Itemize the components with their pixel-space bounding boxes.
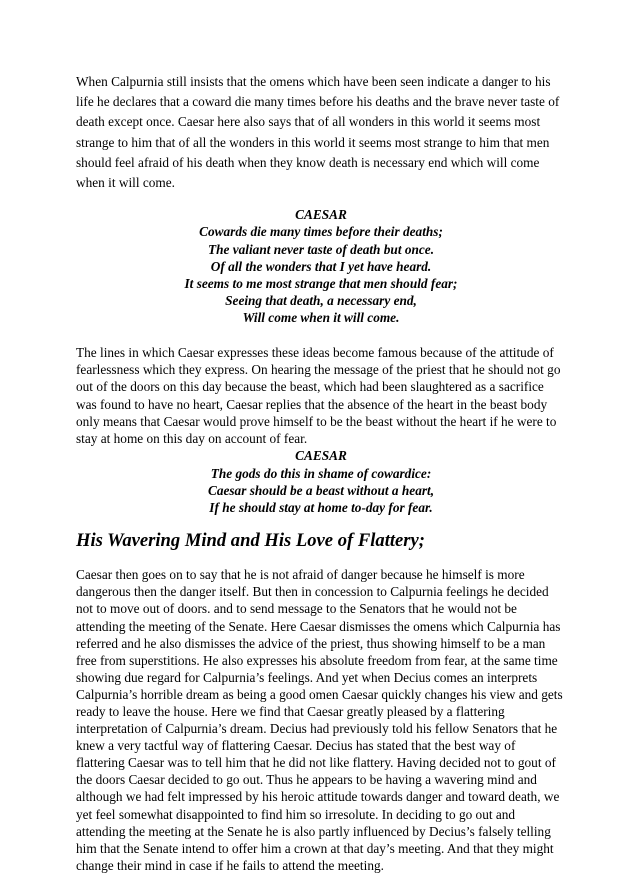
document-page bbox=[76, 72, 566, 874]
quote-line: Seeing that death, a necessary end, bbox=[225, 293, 417, 309]
quote-line: Will come when it will come. bbox=[242, 310, 400, 326]
paragraph-calpurnia-omens: When Calpurnia still insists that the omens which have been seen indicate a danger to his life he declares that a coward die many times before his deaths and the brave never taste of death except once. Caesar here also says that of all wonders in this world it seems most strange to him that of all the wonders in this world it seems most strange to him that men should feel afraid of his death when they know death is necessary end which will come when it will come. bbox=[76, 74, 560, 191]
quote-block-cowards bbox=[76, 206, 566, 326]
section-heading: His Wavering Mind and His Love of Flattery; bbox=[76, 530, 425, 552]
quote-line: The gods do this in shame of cowardice: bbox=[210, 465, 432, 481]
quote-block-gods bbox=[76, 447, 566, 516]
paragraph-fearlessness: The lines in which Caesar expresses these ideas become famous because of the attitude of fearlessness which they express. On hearing the message of the priest that he should not go out of the doors on this day because the beast, which had been slaughtered as a sacrifice was found to have no heart, Caesar replies that the absence of the heart in the beast body only means that Caesar would prove himself to be the beast without the heart if he were to stay at home on this day on account of fear. bbox=[76, 344, 561, 447]
paragraph-wavering-mind: Caesar then goes on to say that he is not afraid of danger because he himself is more dangerous then the danger itself. But then in concession to Calpurnia feelings he decided not to move out of doors. and to send message to the Senators that he would not be attending the meeting of the Senate. Here Caesar dismisses the omens which Calpurnia has referred and he also dismisses the advice of the priest, thus showing himself to be a man free from superstitions. He also expresses his absolute freedom from fear, at the same time showing due regard for Calpurnia’s feelings. And yet when Decius comes an interprets Calpurnia’s horrible dream as being a good omen Caesar quickly changes his view and gets ready to leave the house. Here we find that Caesar greatly pleased by a flattering interpretation of Calpurnia’s dream. Decius had previously told his fellow Senators that he knew a very tactful way of flattering Caesar. Decius has stated that the best way of flattering Caesar was to tell him that he did not like flattery. Having decided not to gout of the doors Caesar decided to go out. Thus he appears to be having a wavering mind and although we had felt impressed by his heroic attitude towards danger and toward death, we yet feel somewhat disappointed to find him so irresolute. In deciding to go out and attending the meeting at the Senate he is also partly influenced by Decius’s falsely telling him that the Senate intend to offer him a crown at that day’s meeting. And that they might change their mind in case if he fails to attend the meeting. bbox=[76, 567, 563, 873]
quote-line: Caesar should be a beast without a heart, bbox=[207, 482, 435, 498]
quote-speaker: CAESAR bbox=[295, 448, 347, 464]
quote-line: The valiant never taste of death but once. bbox=[207, 241, 435, 257]
quote-speaker: CAESAR bbox=[295, 207, 347, 223]
quote-line: It seems to me most strange that men should fear; bbox=[184, 276, 458, 292]
quote-line: If he should stay at home to-day for fear. bbox=[209, 500, 433, 516]
quote-line: Of all the wonders that I yet have heard. bbox=[210, 258, 432, 274]
quote-line: Cowards die many times before their deaths; bbox=[199, 224, 443, 240]
